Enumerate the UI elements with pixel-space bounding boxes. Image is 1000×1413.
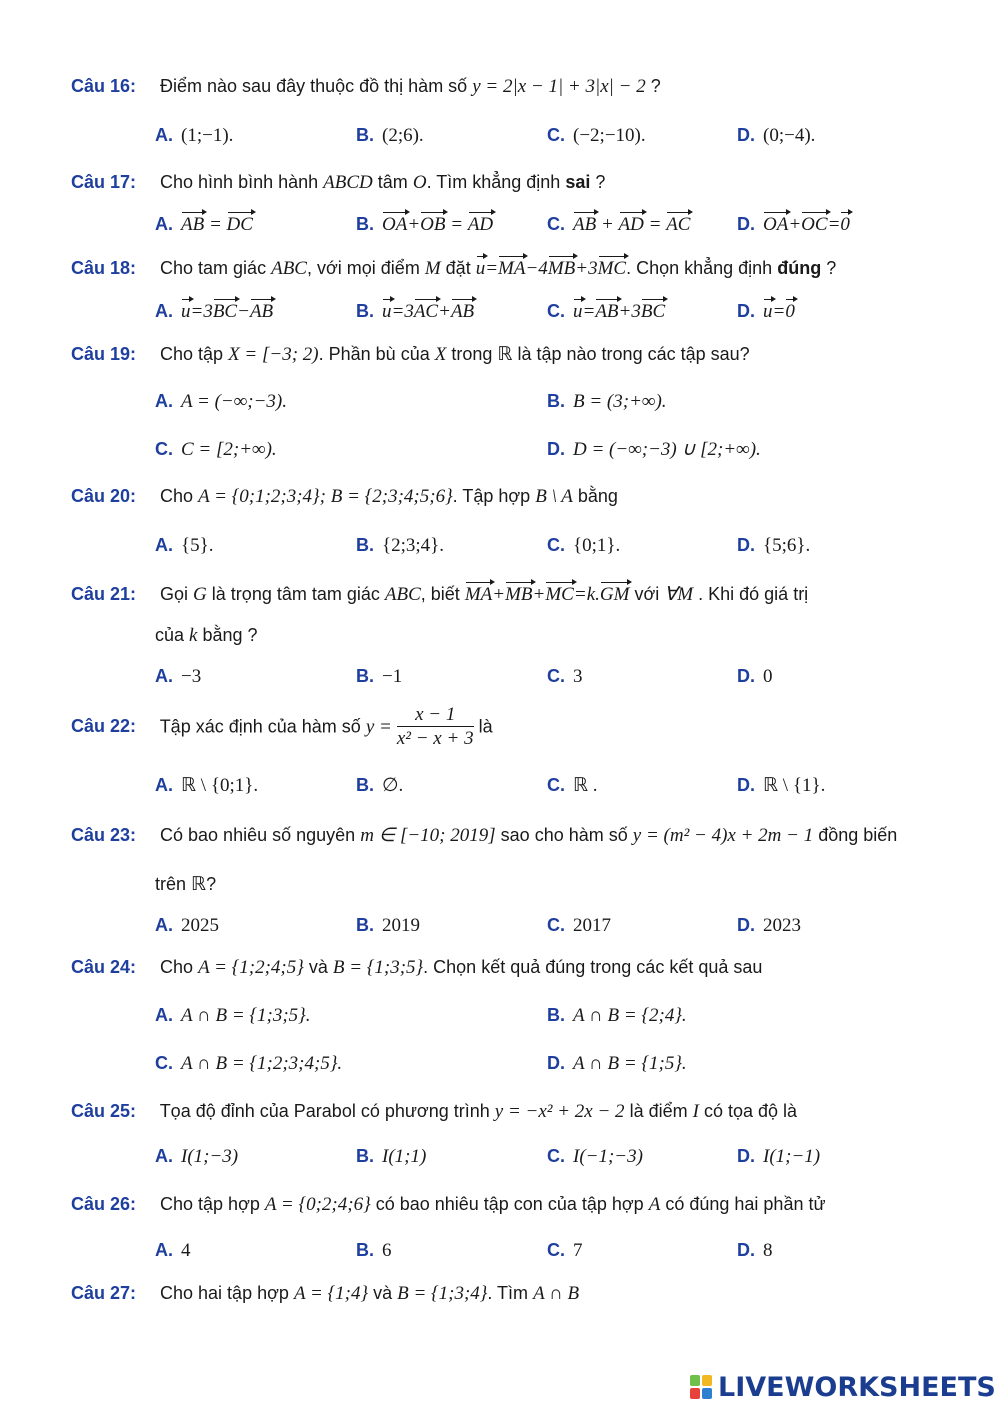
vector: MC bbox=[545, 584, 574, 605]
vector: u bbox=[475, 258, 486, 279]
math-term: O bbox=[412, 172, 427, 193]
emphasis: đúng bbox=[777, 258, 822, 278]
math-term: ∀M bbox=[664, 584, 694, 605]
option-label: B. bbox=[547, 391, 565, 411]
option-a[interactable] bbox=[155, 533, 214, 558]
formula: y = (m² − 4)x + 2m − 1 bbox=[632, 825, 814, 846]
question-text: Cho hai tập hợp bbox=[160, 1283, 289, 1303]
question-text: Gọi bbox=[160, 584, 189, 604]
question-text-end: ? bbox=[650, 76, 661, 96]
option-label: C. bbox=[547, 1146, 565, 1166]
option-label: B. bbox=[356, 666, 374, 686]
option-value: {5}. bbox=[181, 535, 214, 556]
option-label: D. bbox=[737, 915, 755, 935]
option-value: I(1;−1) bbox=[763, 1146, 821, 1167]
question-text: với bbox=[634, 584, 660, 604]
question-text: , với mọi điểm bbox=[306, 258, 420, 278]
vector: u bbox=[573, 301, 583, 322]
option-c[interactable] bbox=[547, 664, 583, 689]
question-text: Cho tập bbox=[160, 344, 224, 364]
question-16 bbox=[71, 74, 940, 99]
option-value: C = [2;+∞). bbox=[181, 439, 277, 460]
vector: AD bbox=[618, 214, 644, 235]
question-text: là bbox=[478, 716, 493, 737]
option-b[interactable] bbox=[356, 1144, 426, 1169]
question-27 bbox=[71, 1281, 940, 1306]
question-number: Câu 23: bbox=[71, 825, 137, 845]
option-label: C. bbox=[547, 125, 565, 145]
question-21-line2 bbox=[155, 623, 940, 648]
math-term: B \ A bbox=[535, 486, 573, 507]
option-c[interactable] bbox=[547, 773, 598, 798]
vector: MA bbox=[464, 584, 493, 605]
question-number: Câu 24: bbox=[71, 957, 137, 977]
formula: X = [−3; 2) bbox=[228, 344, 319, 365]
option-d[interactable] bbox=[737, 123, 815, 148]
option-d[interactable]: D. u=0 bbox=[737, 301, 795, 322]
question-17 bbox=[71, 170, 940, 195]
option-label: B. bbox=[356, 125, 374, 145]
vector: OB bbox=[420, 214, 446, 235]
option-d[interactable] bbox=[737, 533, 810, 558]
question-number: Câu 16: bbox=[71, 76, 137, 96]
option-d[interactable] bbox=[737, 773, 825, 798]
option-label: A. bbox=[155, 1005, 173, 1025]
formula: m ∈ [−10; 2019] bbox=[360, 825, 496, 846]
option-a[interactable] bbox=[155, 1144, 238, 1169]
option-value: 7 bbox=[573, 1240, 583, 1261]
option-label: B. bbox=[356, 1146, 374, 1166]
question-text: , biết bbox=[420, 584, 460, 604]
option-label: C. bbox=[547, 301, 565, 321]
vector: u bbox=[763, 301, 773, 322]
vector: AB bbox=[450, 301, 475, 322]
option-label: A. bbox=[155, 535, 173, 555]
question-text-end: ? bbox=[595, 172, 606, 192]
option-a[interactable]: A. AB = DC bbox=[155, 214, 253, 235]
option-label: D. bbox=[737, 666, 755, 686]
option-c[interactable] bbox=[155, 437, 277, 462]
math-term: X bbox=[434, 344, 447, 365]
vector: OC bbox=[801, 214, 828, 235]
question-text: tâm bbox=[377, 172, 408, 192]
option-a[interactable] bbox=[155, 913, 219, 938]
vector: BC bbox=[640, 301, 666, 322]
logo-text: LIVEWORKSHEETS bbox=[718, 1372, 996, 1403]
math-term: A bbox=[648, 1194, 661, 1215]
math-term: I bbox=[692, 1101, 699, 1122]
option-label: D. bbox=[737, 1146, 755, 1166]
option-c[interactable] bbox=[155, 1051, 342, 1076]
option-value: A ∩ B = {1;2;3;4;5}. bbox=[181, 1053, 343, 1074]
math-term: ABCD bbox=[323, 172, 373, 193]
option-d[interactable] bbox=[737, 1144, 820, 1169]
question-24 bbox=[71, 955, 940, 980]
option-label: C. bbox=[155, 439, 173, 459]
question-text: trên bbox=[155, 874, 187, 894]
question-text: và bbox=[308, 957, 328, 977]
option-label: B. bbox=[356, 214, 374, 234]
option-label: C. bbox=[155, 1053, 173, 1073]
option-label: C. bbox=[547, 915, 565, 935]
option-label: C. bbox=[547, 1240, 565, 1260]
formula: A = {0;2;4;6} bbox=[264, 1194, 371, 1215]
option-c[interactable]: C. u=AB+3BC bbox=[547, 301, 666, 322]
question-number: Câu 26: bbox=[71, 1194, 137, 1214]
option-label: C. bbox=[547, 214, 565, 234]
option-label: D. bbox=[737, 125, 755, 145]
vector: MB bbox=[547, 258, 576, 279]
question-text: Tập xác định của hàm số bbox=[159, 716, 361, 737]
question-22 bbox=[71, 704, 940, 751]
question-text: Tọa độ đỉnh của Parabol có phương trình bbox=[159, 1101, 490, 1121]
vector: MB bbox=[505, 584, 533, 605]
vector: AB bbox=[249, 301, 274, 322]
question-text: Cho tam giác bbox=[160, 258, 267, 278]
question-text: Cho hình bình hành bbox=[160, 172, 319, 192]
option-value: 6 bbox=[382, 1240, 392, 1261]
formula: y = 2|x − 1| + 3|x| − 2 bbox=[472, 76, 646, 97]
option-value: 0 bbox=[763, 666, 773, 687]
vector: 0 bbox=[840, 214, 850, 235]
option-value: −1 bbox=[382, 666, 403, 687]
option-value: A = (−∞;−3). bbox=[181, 391, 288, 412]
option-label: B. bbox=[356, 915, 374, 935]
option-b[interactable]: B. OA+OB = AD bbox=[356, 214, 494, 235]
option-label: B. bbox=[356, 1240, 374, 1260]
option-a[interactable] bbox=[155, 1003, 311, 1028]
option-label: A. bbox=[155, 391, 173, 411]
option-label: A. bbox=[155, 214, 173, 234]
vector: MA bbox=[498, 258, 526, 279]
question-number: Câu 27: bbox=[71, 1283, 137, 1303]
formula: B = {1;3;5} bbox=[332, 957, 424, 978]
math-term: ℝ bbox=[497, 344, 513, 365]
question-19 bbox=[71, 342, 940, 367]
option-value: 2017 bbox=[573, 915, 611, 936]
option-label: C. bbox=[547, 775, 565, 795]
question-text: Cho tập hợp bbox=[160, 1194, 260, 1214]
question-text-end: ? bbox=[206, 874, 217, 894]
option-label: D. bbox=[737, 301, 755, 321]
option-label: A. bbox=[155, 1146, 173, 1166]
option-value: −3 bbox=[181, 666, 202, 687]
option-label: D. bbox=[737, 1240, 755, 1260]
formula: B = {1;3;4} bbox=[397, 1283, 488, 1304]
option-label: C. bbox=[547, 535, 565, 555]
option-value: D = (−∞;−3) ∪ [2;+∞). bbox=[573, 439, 761, 460]
vector: OA bbox=[763, 214, 789, 235]
option-a[interactable] bbox=[155, 123, 233, 148]
option-value: (2;6). bbox=[382, 125, 424, 146]
option-b[interactable] bbox=[547, 1003, 687, 1028]
option-value: (−2;−10). bbox=[573, 125, 646, 146]
option-value: A ∩ B = {2;4}. bbox=[573, 1005, 687, 1026]
option-c[interactable] bbox=[547, 1144, 643, 1169]
option-label: A. bbox=[155, 301, 173, 321]
option-label: D. bbox=[547, 439, 565, 459]
option-b[interactable] bbox=[356, 773, 403, 798]
question-text: đặt bbox=[445, 258, 471, 278]
emphasis: sai bbox=[565, 172, 591, 192]
math-term: ABC bbox=[384, 584, 421, 605]
option-a[interactable]: A. u=3BC−AB bbox=[155, 301, 274, 322]
vector: AB bbox=[595, 301, 619, 322]
option-value: I(−1;−3) bbox=[573, 1146, 643, 1167]
option-value: 2023 bbox=[763, 915, 801, 936]
option-label: D. bbox=[737, 214, 755, 234]
option-label: B. bbox=[356, 775, 374, 795]
question-text: Có bao nhiêu số nguyên bbox=[160, 825, 356, 845]
question-number: Câu 21: bbox=[71, 584, 137, 604]
question-text: sao cho hàm số bbox=[500, 825, 628, 845]
question-text: . Khi đó giá trị bbox=[698, 584, 809, 604]
option-label: B. bbox=[356, 535, 374, 555]
formula: A = {1;2;4;5} bbox=[198, 957, 304, 978]
question-21 bbox=[71, 582, 940, 607]
question-text: có tọa độ là bbox=[703, 1101, 798, 1121]
option-b[interactable] bbox=[356, 1238, 392, 1263]
logo-mark-icon bbox=[690, 1375, 714, 1401]
fraction bbox=[397, 704, 474, 751]
math-term: M bbox=[424, 258, 441, 279]
option-c[interactable]: C. AB + AD = AC bbox=[547, 214, 691, 235]
option-value: 2019 bbox=[382, 915, 420, 936]
math-term: G bbox=[193, 584, 207, 605]
option-label: A. bbox=[155, 125, 173, 145]
option-value: 4 bbox=[181, 1240, 191, 1261]
question-number: Câu 22: bbox=[71, 716, 137, 737]
option-c[interactable] bbox=[547, 1238, 583, 1263]
question-20 bbox=[71, 484, 940, 509]
question-text: . Chọn khẳng định bbox=[626, 258, 773, 278]
option-value: {5;6}. bbox=[763, 535, 811, 556]
question-text: là trọng tâm tam giác bbox=[211, 584, 380, 604]
option-label: B. bbox=[547, 1005, 565, 1025]
question-text: đồng biến bbox=[818, 825, 898, 845]
denominator: x² − x + 3 bbox=[396, 728, 474, 749]
option-value: 8 bbox=[763, 1240, 773, 1261]
question-number: Câu 18: bbox=[71, 258, 137, 278]
question-text: của bbox=[155, 625, 185, 645]
option-b[interactable] bbox=[356, 664, 402, 689]
question-text-end: ? bbox=[826, 258, 837, 278]
option-d[interactable] bbox=[737, 1238, 773, 1263]
vector: GM bbox=[599, 584, 630, 605]
question-23 bbox=[71, 823, 940, 848]
option-value: 3 bbox=[573, 666, 583, 687]
question-text: Cho bbox=[160, 486, 194, 506]
question-text: . Phần bù của bbox=[318, 344, 430, 364]
question-text: là tập nào trong các tập sau? bbox=[517, 344, 750, 364]
question-text: có bao nhiêu tập con của tập hợp bbox=[375, 1194, 644, 1214]
math-term: ABC bbox=[271, 258, 307, 279]
option-value: {2;3;4}. bbox=[382, 535, 445, 556]
option-value: ∅. bbox=[382, 775, 404, 796]
option-value: 2025 bbox=[181, 915, 219, 936]
question-text: là điểm bbox=[629, 1101, 688, 1121]
vector: BC bbox=[212, 301, 238, 322]
math-term: A ∩ B bbox=[533, 1283, 580, 1304]
option-label: B. bbox=[356, 301, 374, 321]
question-number: Câu 25: bbox=[71, 1101, 137, 1121]
question-text: Cho bbox=[160, 957, 194, 977]
option-d[interactable] bbox=[547, 437, 761, 462]
option-b[interactable] bbox=[356, 533, 444, 558]
option-value: (1;−1). bbox=[181, 125, 234, 146]
question-text: có đúng hai phần tử bbox=[665, 1194, 826, 1214]
option-value: ℝ \ {0;1}. bbox=[181, 775, 259, 796]
question-text: trong bbox=[451, 344, 493, 364]
vector: AB bbox=[181, 214, 205, 235]
option-label: A. bbox=[155, 666, 173, 686]
option-d[interactable] bbox=[737, 664, 773, 689]
option-label: A. bbox=[155, 775, 173, 795]
option-label: A. bbox=[155, 915, 173, 935]
option-value: I(1;1) bbox=[382, 1146, 427, 1167]
option-c[interactable] bbox=[547, 123, 646, 148]
formula: u=MA−4MB+3MC bbox=[475, 258, 627, 279]
question-18 bbox=[71, 256, 940, 281]
question-25 bbox=[71, 1099, 940, 1124]
liveworksheets-logo[interactable] bbox=[690, 1371, 996, 1405]
question-text: và bbox=[373, 1283, 393, 1303]
option-value: I(1;−3) bbox=[181, 1146, 239, 1167]
option-a[interactable] bbox=[155, 389, 287, 414]
question-text: bằng ? bbox=[202, 625, 258, 645]
option-value: A ∩ B = {1;3;5}. bbox=[181, 1005, 311, 1026]
option-d[interactable] bbox=[737, 913, 801, 938]
option-b[interactable] bbox=[356, 123, 424, 148]
option-a[interactable] bbox=[155, 1238, 191, 1263]
option-label: C. bbox=[547, 666, 565, 686]
option-value: {0;1}. bbox=[573, 535, 621, 556]
formula: y = −x² + 2x − 2 bbox=[494, 1101, 625, 1122]
vector: MC bbox=[597, 258, 627, 279]
question-text: . Tìm khẳng định bbox=[426, 172, 561, 192]
option-value: ℝ . bbox=[573, 775, 598, 796]
vector: OA bbox=[382, 214, 408, 235]
option-value: A ∩ B = {1;5}. bbox=[573, 1053, 687, 1074]
vector: DC bbox=[226, 214, 253, 235]
option-c[interactable] bbox=[547, 913, 611, 938]
vector: AC bbox=[666, 214, 691, 235]
formula: A = {0;1;2;3;4}; B = {2;3;4;5;6} bbox=[198, 486, 453, 507]
question-text: Điểm nào sau đây thuộc đồ thị hàm số bbox=[160, 76, 468, 96]
formula: MA+MB+MC=k.GM bbox=[464, 584, 630, 605]
option-b[interactable] bbox=[356, 913, 420, 938]
math-term: k bbox=[189, 625, 198, 646]
numerator: x − 1 bbox=[397, 704, 474, 727]
question-number: Câu 19: bbox=[71, 344, 137, 364]
vector: AD bbox=[467, 214, 494, 235]
question-text: bằng bbox=[577, 486, 618, 506]
question-23-line2 bbox=[155, 872, 940, 897]
question-text: . Tập hợp bbox=[452, 486, 531, 506]
question-text: . Chọn kết quả đúng trong các kết quả sau bbox=[423, 957, 763, 977]
option-d[interactable]: D. OA+OC=0 bbox=[737, 214, 850, 235]
option-label: D. bbox=[737, 535, 755, 555]
vector: u bbox=[382, 301, 392, 322]
option-b[interactable]: B. u=3AC+AB bbox=[356, 301, 475, 322]
vector: AB bbox=[573, 214, 597, 235]
option-value: ℝ \ {1}. bbox=[763, 775, 826, 796]
formula: A = {1;4} bbox=[293, 1283, 369, 1304]
option-label: D. bbox=[547, 1053, 565, 1073]
option-a[interactable] bbox=[155, 664, 201, 689]
option-label: D. bbox=[737, 775, 755, 795]
formula-lhs: y = bbox=[365, 716, 392, 738]
vector: AC bbox=[413, 301, 439, 322]
option-value: (0;−4). bbox=[763, 125, 816, 146]
question-number: Câu 17: bbox=[71, 172, 137, 192]
vector: u bbox=[181, 301, 191, 322]
vector: 0 bbox=[785, 301, 795, 322]
option-a[interactable] bbox=[155, 773, 258, 798]
option-b[interactable] bbox=[547, 389, 667, 414]
option-value: B = (3;+∞). bbox=[573, 391, 667, 412]
math-term: ℝ bbox=[191, 874, 207, 895]
question-number: Câu 20: bbox=[71, 486, 137, 506]
question-text: . Tìm bbox=[487, 1283, 529, 1303]
option-c[interactable] bbox=[547, 533, 620, 558]
question-26 bbox=[71, 1192, 940, 1217]
option-label: A. bbox=[155, 1240, 173, 1260]
option-d[interactable] bbox=[547, 1051, 687, 1076]
